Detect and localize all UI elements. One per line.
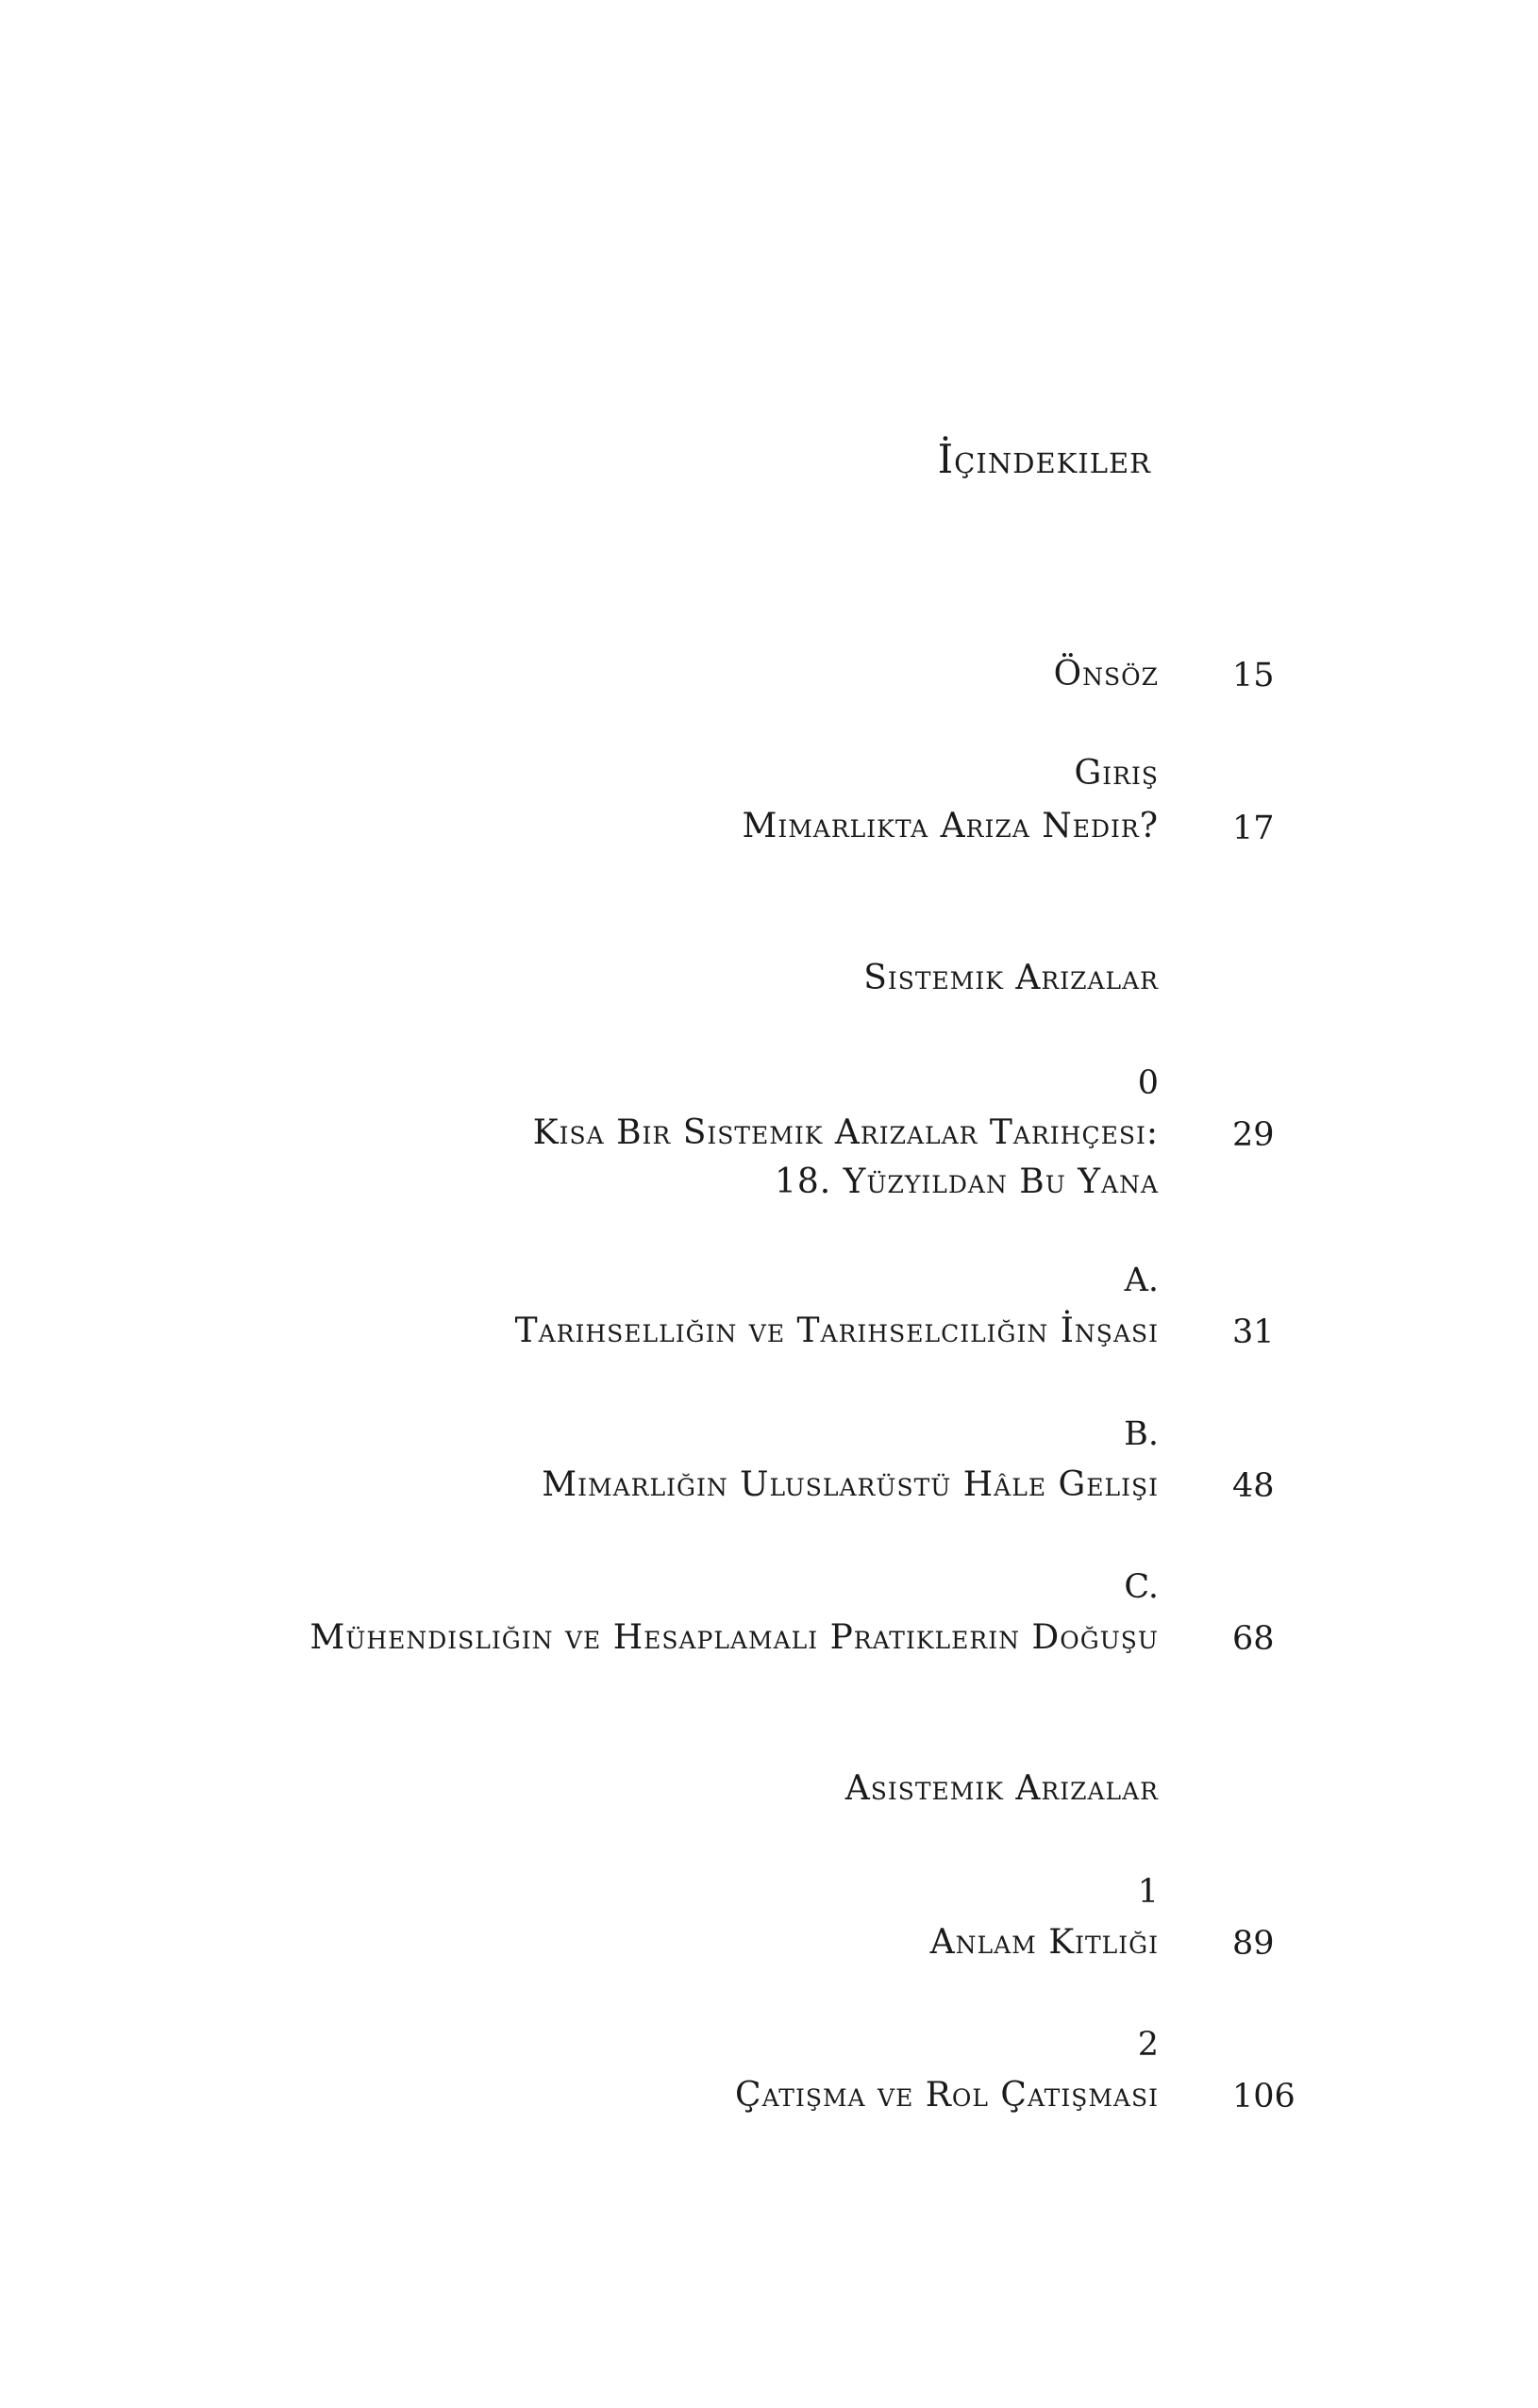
chapter-title-line1: Çatışma ve Rol Çatışması bbox=[735, 2076, 1159, 2115]
chapter-title-line2: 18. Yüzyıldan Bu Yana bbox=[774, 1162, 1159, 1201]
chapter-page: 31 bbox=[1232, 1313, 1275, 1351]
section-heading-sistemik: Sistemik Arızalar bbox=[863, 959, 1159, 997]
toc-title: İçindekiler bbox=[937, 436, 1151, 482]
chapter-page: 89 bbox=[1232, 1925, 1275, 1963]
chapter-title-line1: Kısa Bir Sistemik Arızalar Tarihçesi: bbox=[532, 1113, 1159, 1152]
chapter-title-line1: Mimarlığın Uluslarüstü Hâle Gelişi bbox=[542, 1465, 1159, 1504]
entry-giris-label: Mimarlıkta Arıza Nedir? bbox=[742, 807, 1159, 845]
entry-onsoz-page: 15 bbox=[1232, 657, 1275, 694]
chapter-page: 48 bbox=[1232, 1467, 1275, 1505]
chapter-title-line1: Anlam Kıtlığı bbox=[929, 1923, 1159, 1962]
chapter-marker: A. bbox=[1124, 1262, 1159, 1299]
entry-giris-page: 17 bbox=[1232, 810, 1275, 847]
section-heading-asistemik: Asistemik Arızalar bbox=[844, 1769, 1159, 1808]
chapter-marker: C. bbox=[1124, 1568, 1159, 1606]
entry-giris-heading: Giriş bbox=[1074, 754, 1159, 793]
chapter-page: 29 bbox=[1232, 1116, 1275, 1154]
entry-onsoz-label: Önsöz bbox=[1053, 655, 1159, 694]
chapter-marker: B. bbox=[1124, 1415, 1159, 1453]
chapter-title-line1: Tarihselliğin ve Tarihselciliğin İnşası bbox=[514, 1312, 1159, 1350]
chapter-marker: 1 bbox=[1137, 1873, 1159, 1911]
chapter-marker: 0 bbox=[1137, 1064, 1159, 1102]
chapter-page: 68 bbox=[1232, 1620, 1275, 1658]
chapter-marker: 2 bbox=[1137, 2026, 1159, 2064]
chapter-title-line1: Mühendisliğin ve Hesaplamalı Pratiklerin Doğuşu bbox=[309, 1618, 1159, 1657]
chapter-page: 106 bbox=[1232, 2078, 1296, 2115]
